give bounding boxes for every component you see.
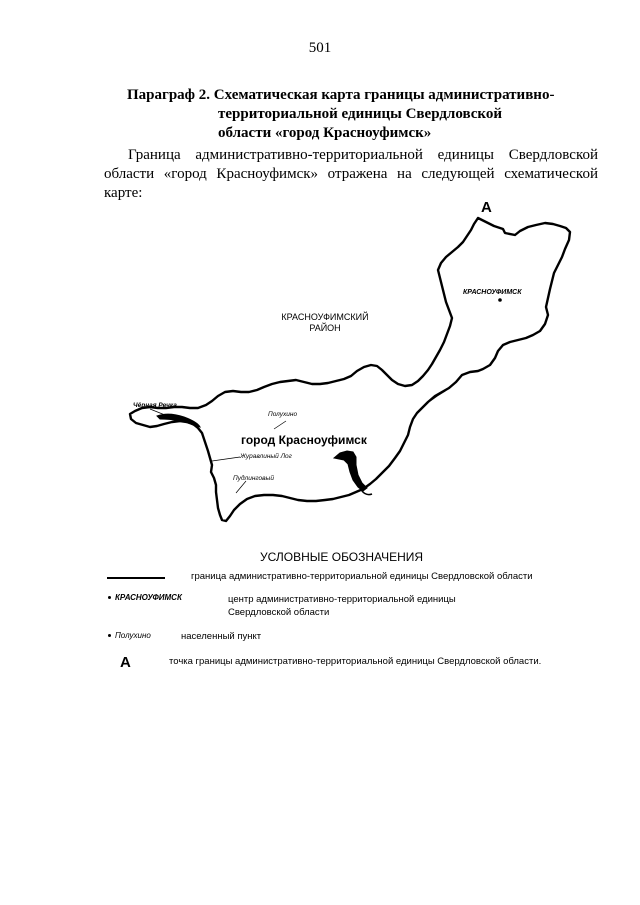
district-label <box>270 312 380 334</box>
district-label-line-2: РАЙОН <box>309 323 341 333</box>
legend-center-dot <box>108 596 111 599</box>
settlement-polukhino-label: Полухино <box>268 411 298 418</box>
map-drawing <box>0 195 640 545</box>
city-territory-label: город Красноуфимск <box>241 433 367 447</box>
settlement-chernaya-label: Чёрная Речка <box>133 402 177 409</box>
legend-border-desc: граница административно-территориальной единицы Свердловской области <box>191 571 533 582</box>
legend-settlement-desc: населенный пункт <box>181 631 262 642</box>
intro-text: Граница административно-территориальной единицы Свердловской области «город Красноуфимск» отражена на следующей схематической карте: <box>104 147 598 201</box>
district-label-line-1: КРАСНОУФИМСКИЙ <box>281 312 369 322</box>
district-line <box>430 385 452 401</box>
legend-point-symbol: А <box>120 654 131 671</box>
legend-title: УСЛОВНЫЕ ОБОЗНАЧЕНИЯ <box>260 550 424 564</box>
boundary-point-label: А <box>481 199 492 216</box>
heading-line-1: Параграф 2. Схематическая карта границы административно- <box>127 87 555 103</box>
boundary-line <box>130 218 570 521</box>
heading-line-2: территориальной единицы Свердловской <box>218 106 502 122</box>
legend-settlement-symbol-text: Полухино <box>115 631 151 640</box>
legend-center-desc-line-1: центр административно-территориальной единицы <box>228 594 456 605</box>
heading-line-3: области «город Красноуфимск» <box>218 125 432 141</box>
legend-center-desc <box>228 593 456 619</box>
settlement-zhuravlin-label: Журавлиный Лог <box>240 453 292 460</box>
leader-zhuravlin <box>212 457 240 461</box>
center-dot <box>498 298 502 302</box>
legend-point-desc: точка границы административно-территориальной единицы Свердловской области. <box>169 656 542 667</box>
river-feature-east <box>334 451 367 491</box>
leader-polukhino <box>274 421 286 429</box>
leader-pudlin <box>236 481 246 493</box>
settlement-pudlin-label: Пудлинговый <box>233 475 274 482</box>
legend-center-symbol <box>108 593 182 602</box>
legend-settlement-symbol <box>108 631 151 640</box>
legend-center-desc-line-2: Свердловской области <box>228 607 330 618</box>
schematic-map <box>0 195 640 545</box>
city-center-label: КРАСНОУФИМСК <box>463 289 522 296</box>
page-number: 501 <box>308 40 332 56</box>
legend-center-symbol-text: КРАСНОУФИМСК <box>115 593 182 602</box>
legend-border-line-symbol <box>107 577 165 579</box>
legend-settlement-dot <box>108 634 111 637</box>
